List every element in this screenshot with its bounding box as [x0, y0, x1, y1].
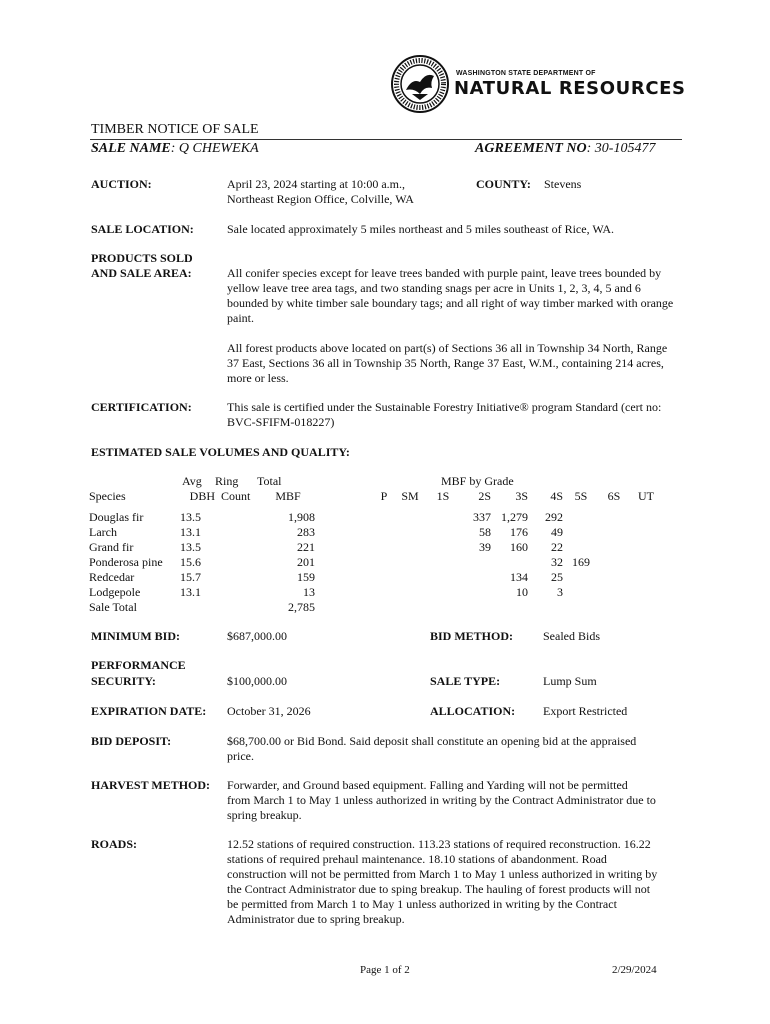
state-seal-icon — [390, 54, 450, 114]
roads-line-4: the Contract Administrator due to sping breakup. The hauling of forest products will not — [227, 882, 651, 896]
volume-table-header — [89, 489, 663, 504]
sale-type-label: SALE TYPE: — [430, 674, 501, 688]
cell-1s — [427, 510, 459, 525]
volumes-heading: ESTIMATED SALE VOLUMES AND QUALITY: — [91, 445, 350, 459]
cell-count — [221, 525, 261, 540]
col-5s: 5S — [574, 489, 588, 503]
cell-ut — [629, 525, 663, 540]
cell-count — [221, 570, 261, 585]
cell-p — [375, 510, 393, 525]
table-row — [89, 555, 663, 570]
table-row — [89, 525, 663, 540]
cell-count — [221, 540, 261, 555]
minimum-bid-value: $687,000.00 — [227, 629, 287, 643]
cell-gap — [315, 570, 375, 585]
table-row — [89, 600, 663, 615]
cell-species: Sale Total — [89, 600, 137, 614]
sale-name-label: SALE NAME — [91, 141, 171, 156]
cell-species: Grand fir — [89, 540, 134, 554]
certification-label: CERTIFICATION: — [91, 400, 192, 414]
bid-deposit-label: BID DEPOSIT: — [91, 734, 172, 748]
cell-1s — [427, 600, 459, 615]
avg-header: Avg — [182, 474, 202, 488]
cell-sm — [393, 585, 427, 600]
cell-3s: 1,279 — [501, 510, 528, 524]
cell-2s: 337 — [473, 510, 491, 524]
roads-line-1: 12.52 stations of required construction. 113.23 stations of required reconstruction. 16.22 — [227, 837, 651, 851]
cell-2s: 39 — [479, 540, 491, 554]
cell-p — [375, 600, 393, 615]
products-paragraph-1: All conifer species except for leave trees banded with purple paint, leave trees bounded by yellow leave tree area tags, and two standing snags per acre in Units 1, 2, 3, 4, 5 and 6 bounded by white timber sale boundary tags; and all right of way timber marked with orange paint. — [227, 266, 674, 325]
cell-1s — [427, 540, 459, 555]
col-ut: UT — [638, 489, 654, 503]
cell-6s — [599, 600, 629, 615]
auction-line-1: April 23, 2024 starting at 10:00 a.m., — [227, 177, 405, 191]
sale-location-label: SALE LOCATION: — [91, 222, 194, 236]
cell-2s — [459, 555, 491, 570]
col-p: P — [380, 489, 388, 503]
col-4s: 4S — [550, 489, 563, 503]
cell-gap — [315, 510, 375, 525]
roads-line-3: construction will not be permitted from March 1 to May 1 unless authorized in writing by — [227, 867, 658, 881]
bid-deposit-line-2: price. — [227, 749, 254, 763]
cell-gap — [315, 585, 375, 600]
cell-6s — [599, 570, 629, 585]
cell-dbh — [175, 600, 221, 615]
cell-2s — [459, 585, 491, 600]
harvest-method-label: HARVEST METHOD: — [91, 778, 211, 792]
cell-dbh: 13.1 — [180, 525, 201, 539]
cell-mbf: 2,785 — [288, 600, 315, 614]
cell-sm — [393, 600, 427, 615]
agreement-label: AGREEMENT NO — [475, 141, 587, 156]
table-row — [89, 540, 663, 555]
cell-gap — [315, 555, 375, 570]
volume-table — [89, 489, 663, 615]
cell-sm — [393, 570, 427, 585]
cell-6s — [599, 555, 629, 570]
roads-line-2: stations of required prehaul maintenance. 18.10 stations of abandonment. Road — [227, 852, 607, 866]
cell-mbf: 1,908 — [288, 510, 315, 524]
auction-label: AUCTION: — [91, 177, 152, 191]
cell-species: Redcedar — [89, 570, 135, 584]
cell-count — [221, 510, 261, 525]
cell-5s — [563, 585, 599, 600]
cell-p — [375, 585, 393, 600]
total-header: Total — [257, 474, 282, 488]
cell-3s — [491, 555, 528, 570]
department-name: NATURAL RESOURCES — [454, 78, 686, 99]
cell-2s — [459, 570, 491, 585]
cell-count — [221, 600, 261, 615]
col-2s: 2S — [478, 489, 491, 503]
sale-name — [91, 141, 259, 157]
bid-method-label: BID METHOD: — [430, 629, 514, 643]
expiration-value: October 31, 2026 — [227, 704, 311, 718]
cell-species: Douglas fir — [89, 510, 144, 524]
cell-ut — [629, 510, 663, 525]
roads-line-5: be permitted from March 1 to May 1 unless authorized in writing by the Contract — [227, 897, 617, 911]
auction-line-2: Northeast Region Office, Colville, WA — [227, 192, 414, 206]
expiration-label: EXPIRATION DATE: — [91, 704, 207, 718]
harvest-line-2: from March 1 to May 1 unless authorized in writing by the Contract Administrator due to — [227, 793, 656, 807]
cell-6s — [599, 525, 629, 540]
sale-location-text: Sale located approximately 5 miles northeast and 5 miles southeast of Rice, WA. — [227, 222, 615, 236]
cell-3s: 160 — [510, 540, 528, 554]
minimum-bid-label: MINIMUM BID: — [91, 629, 180, 643]
cell-5s: 169 — [572, 555, 590, 569]
bid-deposit-line-1: $68,700.00 or Bid Bond. Said deposit shall constitute an opening bid at the appraised — [227, 734, 637, 748]
col-count: Count — [221, 489, 251, 503]
cell-dbh: 15.6 — [180, 555, 201, 569]
cell-dbh: 13.5 — [180, 540, 201, 554]
roads-line-6: Administrator due to spring breakup. — [227, 912, 405, 926]
col-1s: 1S — [436, 489, 450, 503]
page-number: Page 1 of 2 — [360, 964, 410, 976]
col-sm: SM — [401, 489, 419, 503]
products-label-2: AND SALE AREA: — [91, 266, 192, 280]
cell-mbf: 283 — [297, 525, 315, 539]
cell-4s: 22 — [551, 540, 563, 554]
cell-6s — [599, 540, 629, 555]
col-3s: 3S — [515, 489, 528, 503]
cell-1s — [427, 585, 459, 600]
cell-dbh: 13.5 — [180, 510, 201, 524]
cell-p — [375, 525, 393, 540]
cell-species: Larch — [89, 525, 117, 539]
cell-sm — [393, 540, 427, 555]
cell-1s — [427, 570, 459, 585]
cell-3s: 10 — [516, 585, 528, 599]
mbf-by-grade-header: MBF by Grade — [441, 474, 514, 488]
sale-name-value: : Q CHEWEKA — [170, 141, 259, 156]
cell-p — [375, 555, 393, 570]
cell-3s: 134 — [510, 570, 528, 584]
cell-p — [375, 540, 393, 555]
cell-5s — [563, 540, 599, 555]
cell-2s: 58 — [479, 525, 491, 539]
bid-method-value: Sealed Bids — [543, 629, 600, 643]
cell-gap — [315, 600, 375, 615]
table-row — [89, 510, 663, 525]
county-value: Stevens — [544, 177, 582, 191]
cell-gap — [315, 540, 375, 555]
cell-ut — [629, 570, 663, 585]
cell-4s: 32 — [551, 555, 563, 569]
products-paragraph-2: All forest products above located on part(s) of Sections 36 all in Township 34 North, Range 37 East, Sections 36 all in Township 35 North, Range 37 East, W.M., containing 214 acres, more or less. — [227, 341, 668, 385]
cell-3s — [491, 600, 528, 615]
performance-label-1: PERFORMANCE — [91, 658, 186, 672]
sale-type-value: Lump Sum — [543, 674, 597, 688]
cell-sm — [393, 555, 427, 570]
department-line: WASHINGTON STATE DEPARTMENT OF — [456, 70, 596, 77]
cell-species: Ponderosa pine — [89, 555, 163, 569]
agreement-number — [475, 141, 655, 157]
products-label-1: PRODUCTS SOLD — [91, 251, 193, 265]
ring-header: Ring — [215, 474, 239, 488]
cell-5s — [563, 525, 599, 540]
cell-6s — [599, 585, 629, 600]
cell-2s — [459, 600, 491, 615]
harvest-line-3: spring breakup. — [227, 808, 302, 822]
cell-6s — [599, 510, 629, 525]
county-label: COUNTY: — [476, 177, 531, 191]
cell-ut — [629, 585, 663, 600]
cell-4s: 25 — [551, 570, 563, 584]
cell-mbf: 201 — [297, 555, 315, 569]
document-title: TIMBER NOTICE OF SALE — [91, 122, 259, 137]
cell-5s — [563, 570, 599, 585]
cell-species: Lodgepole — [89, 585, 141, 599]
cell-count — [221, 585, 261, 600]
cell-ut — [629, 600, 663, 615]
cell-mbf: 159 — [297, 570, 315, 584]
cell-5s — [563, 510, 599, 525]
cell-sm — [393, 510, 427, 525]
cell-5s — [563, 600, 599, 615]
cell-ut — [629, 540, 663, 555]
agreement-value: : 30-105477 — [586, 141, 656, 156]
cell-ut — [629, 555, 663, 570]
col-dbh: DBH — [189, 489, 215, 503]
allocation-value: Export Restricted — [543, 704, 628, 718]
cell-p — [375, 570, 393, 585]
cell-4s — [528, 600, 563, 615]
cell-4s: 292 — [545, 510, 563, 524]
title-divider — [90, 139, 682, 140]
cell-3s: 176 — [510, 525, 528, 539]
cell-dbh: 15.7 — [180, 570, 201, 584]
table-row — [89, 585, 663, 600]
performance-value: $100,000.00 — [227, 674, 287, 688]
cell-1s — [427, 555, 459, 570]
cell-4s: 3 — [557, 585, 563, 599]
cell-gap — [315, 525, 375, 540]
certification-text: This sale is certified under the Sustainable Forestry Initiative® program Standard (cert no: BVC-SFIFM-018227) — [227, 400, 662, 429]
col-6s: 6S — [607, 489, 621, 503]
allocation-label: ALLOCATION: — [430, 704, 516, 718]
cell-mbf: 13 — [303, 585, 315, 599]
col-species: Species — [89, 489, 126, 503]
performance-label-2: SECURITY: — [91, 674, 156, 688]
harvest-line-1: Forwarder, and Ground based equipment. Falling and Yarding will not be permitted — [227, 778, 628, 792]
cell-4s: 49 — [551, 525, 563, 539]
dnr-logo — [390, 54, 686, 114]
table-row — [89, 570, 663, 585]
cell-1s — [427, 525, 459, 540]
col-gap — [315, 489, 375, 504]
cell-sm — [393, 525, 427, 540]
roads-label: ROADS: — [91, 837, 138, 851]
footer-date: 2/29/2024 — [612, 964, 657, 976]
col-mbf: MBF — [275, 489, 301, 503]
cell-count — [221, 555, 261, 570]
cell-mbf: 221 — [297, 540, 315, 554]
cell-dbh: 13.1 — [180, 585, 201, 599]
